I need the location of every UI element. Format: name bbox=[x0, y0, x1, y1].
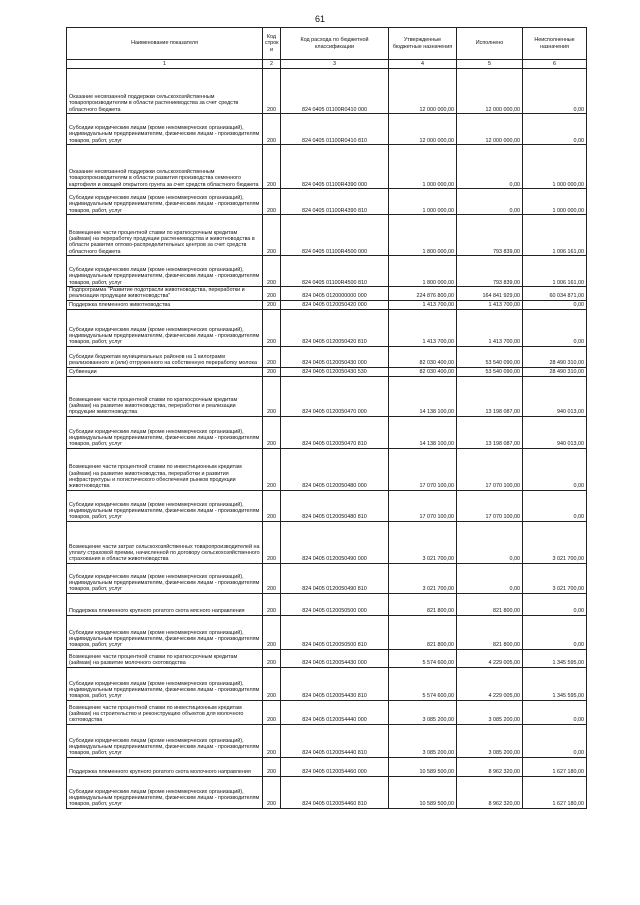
row-name: Субсидии юридическим лицам (кроме некоммерческих организаций), индивидуальным предпринимателям, физическим лицам - производителям товаров, работ, услуг bbox=[67, 309, 263, 346]
row-expense-code: 824 0405 0120054430 810 bbox=[281, 667, 389, 700]
row-line-code: 200 bbox=[263, 615, 281, 649]
table-row bbox=[67, 145, 587, 189]
table-row bbox=[67, 287, 587, 301]
row-expense-code: 824 0405 0120050470 810 bbox=[281, 416, 389, 448]
table-row bbox=[67, 256, 587, 287]
table-row bbox=[67, 776, 587, 808]
row-line-code: 200 bbox=[263, 287, 281, 301]
row-approved: 12 000 000,00 bbox=[389, 69, 457, 114]
column-header-name: Наименование показателя bbox=[67, 28, 263, 60]
row-line-code: 200 bbox=[263, 114, 281, 145]
row-approved: 82 030 400,00 bbox=[389, 367, 457, 376]
row-expense-code: 824 0405 0120054460 000 bbox=[281, 757, 389, 776]
row-name: Подпрограмма "Развитие подотрасли животноводства, переработки и реализации продукции животноводства" bbox=[67, 287, 263, 301]
row-unexecuted: 0,00 bbox=[523, 309, 587, 346]
row-expense-code: 824 0405 01100R0410 000 bbox=[281, 69, 389, 114]
row-executed: 13 198 087,00 bbox=[457, 416, 523, 448]
row-name: Субсидии юридическим лицам (кроме некоммерческих организаций), индивидуальным предпринимателям, физическим лицам - производителям товаров, работ, услуг bbox=[67, 416, 263, 448]
row-approved: 17 070 100,00 bbox=[389, 490, 457, 521]
column-header-line-code: Код строк и bbox=[263, 28, 281, 60]
row-name: Субсидии юридическим лицам (кроме некоммерческих организаций), индивидуальным предпринимателям, физическим лицам - производителям товаров, работ, услуг bbox=[67, 615, 263, 649]
row-expense-code: 824 0405 0120000000 000 bbox=[281, 287, 389, 301]
row-approved: 1 000 000,00 bbox=[389, 189, 457, 215]
row-name: Субсидии юридическим лицам (кроме некоммерческих организаций), индивидуальным предпринимателям, физическим лицам - производителям товаров, работ, услуг bbox=[67, 490, 263, 521]
table-row bbox=[67, 215, 587, 256]
row-line-code: 200 bbox=[263, 215, 281, 256]
row-executed: 793 839,00 bbox=[457, 256, 523, 287]
row-expense-code: 824 0405 0120050480 000 bbox=[281, 448, 389, 490]
row-unexecuted: 28 490 310,00 bbox=[523, 367, 587, 376]
row-unexecuted: 0,00 bbox=[523, 615, 587, 649]
row-line-code: 200 bbox=[263, 757, 281, 776]
column-number: 3 bbox=[281, 60, 389, 69]
column-number: 5 bbox=[457, 60, 523, 69]
row-approved: 3 085 200,00 bbox=[389, 700, 457, 724]
row-expense-code: 824 0405 0120050420 000 bbox=[281, 300, 389, 309]
row-line-code: 200 bbox=[263, 69, 281, 114]
row-executed: 0,00 bbox=[457, 145, 523, 189]
table-row bbox=[67, 615, 587, 649]
row-executed: 53 540 090,00 bbox=[457, 367, 523, 376]
row-expense-code: 824 0405 01100R4500 000 bbox=[281, 215, 389, 256]
row-line-code: 200 bbox=[263, 521, 281, 563]
row-expense-code: 824 0405 0120054460 810 bbox=[281, 776, 389, 808]
row-executed: 1 413 700,00 bbox=[457, 300, 523, 309]
row-approved: 12 000 000,00 bbox=[389, 114, 457, 145]
row-expense-code: 824 0405 01100R4500 810 bbox=[281, 256, 389, 287]
table-row bbox=[67, 114, 587, 145]
table-row bbox=[67, 700, 587, 724]
row-unexecuted: 28 490 310,00 bbox=[523, 346, 587, 367]
row-line-code: 200 bbox=[263, 490, 281, 521]
row-name: Возмещение части процентной ставки по краткосрочным кредитам (займам) на переработку продукции растениеводства и животноводства в области развития оптово-распределительных центров за счет средств областного бюджета bbox=[67, 215, 263, 256]
row-name: Субсидии юридическим лицам (кроме некоммерческих организаций), индивидуальным предпринимателям, физическим лицам - производителям товаров, работ, услуг bbox=[67, 256, 263, 287]
row-name: Субсидии бюджетам муниципальных районов на 1 килограмм реализованного и (или) отгруженного на собственную переработку молока bbox=[67, 346, 263, 367]
row-unexecuted: 1 006 161,00 bbox=[523, 256, 587, 287]
row-approved: 82 030 400,00 bbox=[389, 346, 457, 367]
row-approved: 14 138 100,00 bbox=[389, 416, 457, 448]
row-name: Оказание несвязанной поддержки сельскохозяйственным товаропроизводителям в области растениеводства за счет средств областного бюджета bbox=[67, 69, 263, 114]
row-unexecuted: 0,00 bbox=[523, 69, 587, 114]
row-line-code: 200 bbox=[263, 346, 281, 367]
row-expense-code: 824 0405 0120050420 810 bbox=[281, 309, 389, 346]
row-line-code: 200 bbox=[263, 563, 281, 593]
table-header-row bbox=[67, 28, 587, 60]
row-approved: 5 574 600,00 bbox=[389, 667, 457, 700]
row-executed: 12 000 000,00 bbox=[457, 69, 523, 114]
row-line-code: 200 bbox=[263, 416, 281, 448]
row-unexecuted: 60 034 871,00 bbox=[523, 287, 587, 301]
row-unexecuted: 1 000 000,00 bbox=[523, 189, 587, 215]
row-name: Оказание несвязанной поддержки сельскохозяйственным товаропроизводителям в области развития производства семенного картофеля и овощей открытого грунта за счет средств областного бюджета bbox=[67, 145, 263, 189]
row-expense-code: 824 0405 01100R4390 810 bbox=[281, 189, 389, 215]
table-row bbox=[67, 416, 587, 448]
row-unexecuted: 1 345 595,00 bbox=[523, 667, 587, 700]
row-executed: 0,00 bbox=[457, 521, 523, 563]
row-name: Возмещение части процентной ставки по краткосрочным кредитам (займам) на развитие молочного скотоводства bbox=[67, 649, 263, 667]
row-unexecuted: 1 000 000,00 bbox=[523, 145, 587, 189]
row-executed: 4 229 005,00 bbox=[457, 649, 523, 667]
row-name: Возмещение части процентной ставки по краткосрочным кредитам (займам) на развитие животноводства, переработки и реализации продукции животноводства bbox=[67, 376, 263, 416]
column-number: 4 bbox=[389, 60, 457, 69]
row-executed: 8 962 320,00 bbox=[457, 776, 523, 808]
row-executed: 0,00 bbox=[457, 563, 523, 593]
table-row bbox=[67, 724, 587, 757]
row-executed: 8 962 320,00 bbox=[457, 757, 523, 776]
row-unexecuted: 940 013,00 bbox=[523, 376, 587, 416]
row-expense-code: 824 0405 01100R4390 000 bbox=[281, 145, 389, 189]
row-executed: 3 085 200,00 bbox=[457, 724, 523, 757]
table-row bbox=[67, 757, 587, 776]
column-number: 1 bbox=[67, 60, 263, 69]
page-number: 61 bbox=[314, 14, 325, 24]
row-expense-code: 824 0405 0120050490 810 bbox=[281, 563, 389, 593]
row-executed: 164 841 929,00 bbox=[457, 287, 523, 301]
budget-execution-table bbox=[66, 27, 587, 809]
row-name: Возмещение части процентной ставки по инвестиционным кредитам (займам) на строительство и реконструкцию объектов для молочного скотоводства bbox=[67, 700, 263, 724]
column-header-expense-code: Код расхода по бюджетной классификации bbox=[281, 28, 389, 60]
row-line-code: 200 bbox=[263, 189, 281, 215]
row-unexecuted: 0,00 bbox=[523, 724, 587, 757]
row-unexecuted: 0,00 bbox=[523, 593, 587, 615]
row-line-code: 200 bbox=[263, 367, 281, 376]
row-line-code: 200 bbox=[263, 256, 281, 287]
row-approved: 3 021 700,00 bbox=[389, 563, 457, 593]
table-row bbox=[67, 309, 587, 346]
column-number-row bbox=[67, 60, 587, 69]
table-row bbox=[67, 667, 587, 700]
table-row bbox=[67, 189, 587, 215]
row-approved: 224 876 800,00 bbox=[389, 287, 457, 301]
row-unexecuted: 1 627 180,00 bbox=[523, 776, 587, 808]
table-row bbox=[67, 563, 587, 593]
table-row bbox=[67, 448, 587, 490]
table-row bbox=[67, 346, 587, 367]
row-executed: 821 800,00 bbox=[457, 615, 523, 649]
row-line-code: 200 bbox=[263, 448, 281, 490]
row-name: Возмещение части процентной ставки по инвестиционным кредитам (займам) на развитие животноводства, переработки и развития инфраструктуры и логистического обеспечения рынков продукции животноводства bbox=[67, 448, 263, 490]
row-approved: 1 800 000,00 bbox=[389, 256, 457, 287]
row-name: Поддержка племенного крупного рогатого скота мясного направления bbox=[67, 593, 263, 615]
row-executed: 4 229 005,00 bbox=[457, 667, 523, 700]
row-line-code: 200 bbox=[263, 309, 281, 346]
row-line-code: 200 bbox=[263, 700, 281, 724]
row-line-code: 200 bbox=[263, 649, 281, 667]
row-approved: 1 413 700,00 bbox=[389, 300, 457, 309]
row-expense-code: 824 0405 0120050490 000 bbox=[281, 521, 389, 563]
row-executed: 821 800,00 bbox=[457, 593, 523, 615]
row-name: Поддержка племенного животноводства bbox=[67, 300, 263, 309]
row-expense-code: 824 0405 0120050500 810 bbox=[281, 615, 389, 649]
row-expense-code: 824 0405 0120054430 000 bbox=[281, 649, 389, 667]
row-expense-code: 824 0405 0120050500 000 bbox=[281, 593, 389, 615]
row-unexecuted: 1 345 595,00 bbox=[523, 649, 587, 667]
row-expense-code: 824 0405 01100R0410 810 bbox=[281, 114, 389, 145]
row-name: Возмещение части затрат сельскохозяйственных товаропроизводителей на уплату страховой премии, начисленной по договору сельскохозяйственного страхования в области животноводства bbox=[67, 521, 263, 563]
row-unexecuted: 3 021 700,00 bbox=[523, 563, 587, 593]
row-line-code: 200 bbox=[263, 593, 281, 615]
row-expense-code: 824 0405 0120054440 000 bbox=[281, 700, 389, 724]
table-body bbox=[67, 69, 587, 809]
table-row bbox=[67, 593, 587, 615]
row-name: Поддержка племенного крупного рогатого скота молочного направления bbox=[67, 757, 263, 776]
row-expense-code: 824 0405 0120050430 530 bbox=[281, 367, 389, 376]
row-approved: 5 574 600,00 bbox=[389, 649, 457, 667]
row-unexecuted: 3 021 700,00 bbox=[523, 521, 587, 563]
row-approved: 17 070 100,00 bbox=[389, 448, 457, 490]
row-name: Субвенции bbox=[67, 367, 263, 376]
row-unexecuted: 0,00 bbox=[523, 700, 587, 724]
column-header-approved: Утвержденные бюджетные назначения bbox=[389, 28, 457, 60]
table-row bbox=[67, 490, 587, 521]
row-unexecuted: 0,00 bbox=[523, 114, 587, 145]
row-approved: 1 413 700,00 bbox=[389, 309, 457, 346]
row-executed: 53 540 090,00 bbox=[457, 346, 523, 367]
row-line-code: 200 bbox=[263, 300, 281, 309]
table-row bbox=[67, 69, 587, 114]
row-executed: 13 198 087,00 bbox=[457, 376, 523, 416]
row-unexecuted: 0,00 bbox=[523, 300, 587, 309]
row-approved: 10 589 500,00 bbox=[389, 757, 457, 776]
row-approved: 14 138 100,00 bbox=[389, 376, 457, 416]
row-line-code: 200 bbox=[263, 145, 281, 189]
row-executed: 793 839,00 bbox=[457, 215, 523, 256]
table-row bbox=[67, 649, 587, 667]
row-approved: 821 800,00 bbox=[389, 615, 457, 649]
row-name: Субсидии юридическим лицам (кроме некоммерческих организаций), индивидуальным предпринимателям, физическим лицам - производителям товаров, работ, услуг bbox=[67, 724, 263, 757]
row-unexecuted: 0,00 bbox=[523, 490, 587, 521]
row-name: Субсидии юридическим лицам (кроме некоммерческих организаций), индивидуальным предпринимателям, физическим лицам - производителям товаров, работ, услуг bbox=[67, 189, 263, 215]
column-header-executed: Исполнено bbox=[457, 28, 523, 60]
row-executed: 17 070 100,00 bbox=[457, 448, 523, 490]
table-row bbox=[67, 521, 587, 563]
row-name: Субсидии юридическим лицам (кроме некоммерческих организаций), индивидуальным предпринимателям, физическим лицам - производителям товаров, работ, услуг bbox=[67, 776, 263, 808]
row-unexecuted: 0,00 bbox=[523, 448, 587, 490]
row-name: Субсидии юридическим лицам (кроме некоммерческих организаций), индивидуальным предпринимателям, физическим лицам - производителям товаров, работ, услуг bbox=[67, 667, 263, 700]
row-executed: 1 413 700,00 bbox=[457, 309, 523, 346]
row-line-code: 200 bbox=[263, 776, 281, 808]
table-row bbox=[67, 367, 587, 376]
row-expense-code: 824 0405 0120050480 810 bbox=[281, 490, 389, 521]
row-unexecuted: 1 006 161,00 bbox=[523, 215, 587, 256]
row-expense-code: 824 0405 0120054440 810 bbox=[281, 724, 389, 757]
row-approved: 10 589 500,00 bbox=[389, 776, 457, 808]
column-number: 2 bbox=[263, 60, 281, 69]
row-expense-code: 824 0405 0120050430 000 bbox=[281, 346, 389, 367]
row-executed: 3 085 200,00 bbox=[457, 700, 523, 724]
column-number: 6 bbox=[523, 60, 587, 69]
row-name: Субсидии юридическим лицам (кроме некоммерческих организаций), индивидуальным предпринимателям, физическим лицам - производителям товаров, работ, услуг bbox=[67, 114, 263, 145]
row-line-code: 200 bbox=[263, 376, 281, 416]
row-unexecuted: 940 013,00 bbox=[523, 416, 587, 448]
row-expense-code: 824 0405 0120050470 000 bbox=[281, 376, 389, 416]
row-approved: 821 800,00 bbox=[389, 593, 457, 615]
row-line-code: 200 bbox=[263, 724, 281, 757]
row-name: Субсидии юридическим лицам (кроме некоммерческих организаций), индивидуальным предпринимателям, физическим лицам - производителям товаров, работ, услуг bbox=[67, 563, 263, 593]
table-row bbox=[67, 376, 587, 416]
column-header-unexecuted: Неисполненные назначения bbox=[523, 28, 587, 60]
row-executed: 17 070 100,00 bbox=[457, 490, 523, 521]
row-approved: 1 000 000,00 bbox=[389, 145, 457, 189]
row-approved: 1 800 000,00 bbox=[389, 215, 457, 256]
row-approved: 3 021 700,00 bbox=[389, 521, 457, 563]
row-approved: 3 085 200,00 bbox=[389, 724, 457, 757]
table-row bbox=[67, 300, 587, 309]
row-line-code: 200 bbox=[263, 667, 281, 700]
row-executed: 12 000 000,00 bbox=[457, 114, 523, 145]
row-executed: 0,00 bbox=[457, 189, 523, 215]
row-unexecuted: 1 627 180,00 bbox=[523, 757, 587, 776]
